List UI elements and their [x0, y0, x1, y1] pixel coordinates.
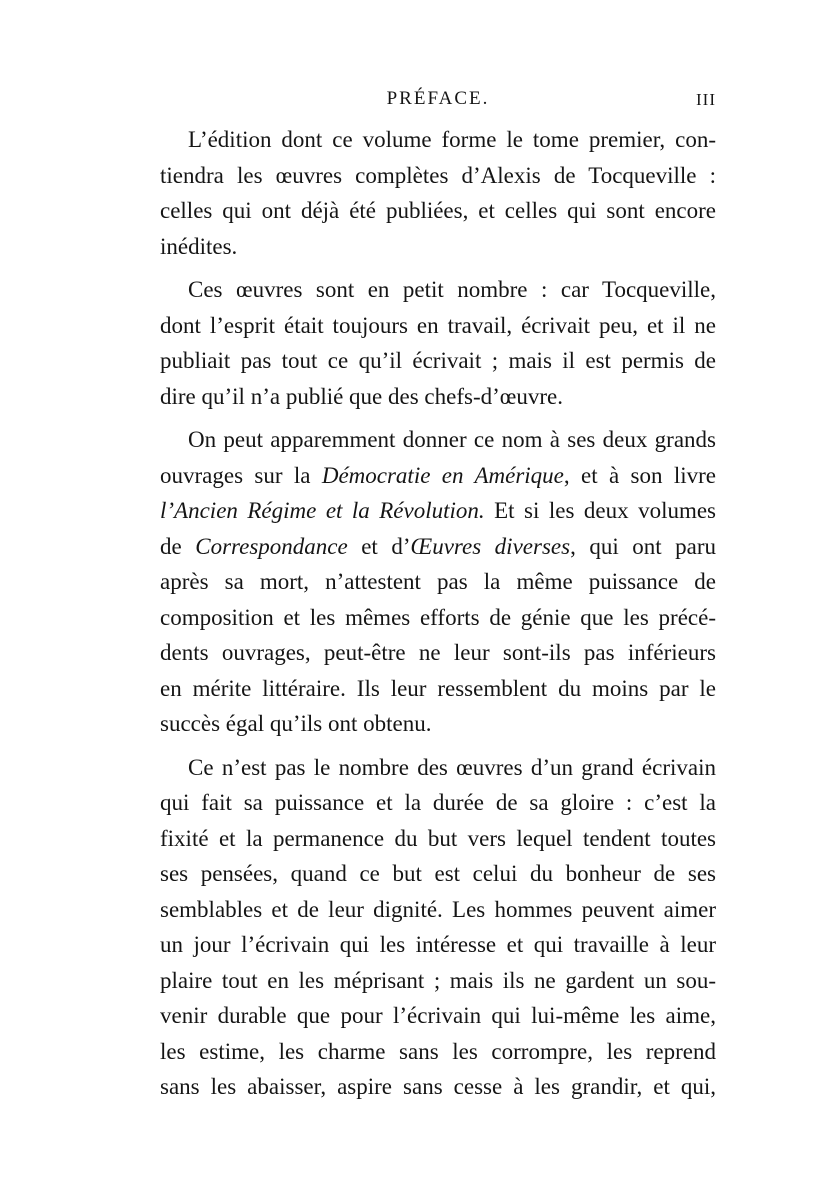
text-line: fixité et la permanence du but vers lequel tendent toutes [160, 825, 716, 851]
book-title-italic: Démocratie en Amérique [321, 462, 564, 488]
text-line: succès égal qu’ils ont obtenu. [160, 711, 432, 736]
text-line-with-italic [160, 529, 716, 565]
text-segment: , et à son livre [563, 462, 716, 488]
text-line-with-italic [160, 458, 716, 494]
text-line: L’édition dont ce volume forme le tome premier, con- [188, 127, 716, 152]
text-line: un jour l’écrivain qui les intéresse et qui travaille à leur [160, 932, 716, 957]
paragraph-3 [160, 422, 716, 742]
text-segment: de [160, 533, 196, 559]
book-title-italic: Correspondance [195, 533, 348, 559]
text-line: tiendra les œuvres complètes d’Alexis de Tocqueville : [160, 162, 716, 188]
book-title-italic: Œuvres diverses [410, 533, 571, 559]
text-line: dire qu’il n’a publié que des chefs-d’œuvre. [160, 383, 563, 409]
body-text [160, 122, 716, 1113]
text-segment: et d’ [347, 533, 411, 559]
paragraph-1 [160, 122, 716, 264]
text-line: qui fait sa puissance et la durée de sa gloire : c’est la [160, 790, 716, 815]
text-line: ses pensées, quand ce but est celui du bonheur de ses [160, 861, 716, 886]
text-segment: Et si les deux volumes [484, 498, 717, 523]
text-segment: ouvrages sur la [160, 462, 322, 488]
text-line: celles qui ont déjà été publiées, et celles qui sont encore [160, 198, 716, 223]
paragraph-4 [160, 750, 716, 1105]
text-line: Ces œuvres sont en petit nombre : car Tocqueville, [188, 277, 716, 302]
text-line: après sa mort, n’attestent pas la même puissance de [160, 569, 716, 594]
text-segment: , qui ont paru [570, 533, 717, 559]
text-line: semblables et de leur dignité. Les hommes peuvent aimer [160, 896, 716, 922]
text-line-with-italic [160, 493, 716, 529]
text-line: plaire tout en les méprisant ; mais ils ne gardent un sou- [160, 967, 716, 993]
text-line: On peut apparemment donner ce nom à ses deux grands [188, 427, 716, 452]
text-line: inédites. [160, 233, 238, 259]
text-line: sans les abaisser, aspire sans cesse à les grandir, et qui, [160, 1074, 716, 1099]
running-head [160, 88, 716, 118]
page-number: III [696, 90, 716, 109]
running-title: PRÉFACE. [386, 88, 490, 109]
text-line: composition et les mêmes efforts de génie que les précé- [160, 604, 716, 630]
paragraph-2 [160, 272, 716, 414]
book-title-italic: l’Ancien Régime et la Révolution. [160, 498, 485, 523]
text-line: Ce n’est pas le nombre des œuvres d’un grand écrivain [188, 754, 716, 780]
text-line: dents ouvrages, peut-être ne leur sont-ils pas inférieurs [160, 640, 716, 665]
text-line: venir durable que pour l’écrivain qui lui-même les aime, [160, 1003, 716, 1028]
text-line: les estime, les charme sans les corrompre, les reprend [160, 1038, 716, 1064]
text-line: dont l’esprit était toujours en travail, écrivait peu, et il ne [160, 312, 716, 338]
text-line: publiait pas tout ce qu’il écrivait ; mais il est permis de [160, 348, 716, 373]
text-line: en mérite littéraire. Ils leur ressemblent du moins par le [160, 675, 716, 701]
